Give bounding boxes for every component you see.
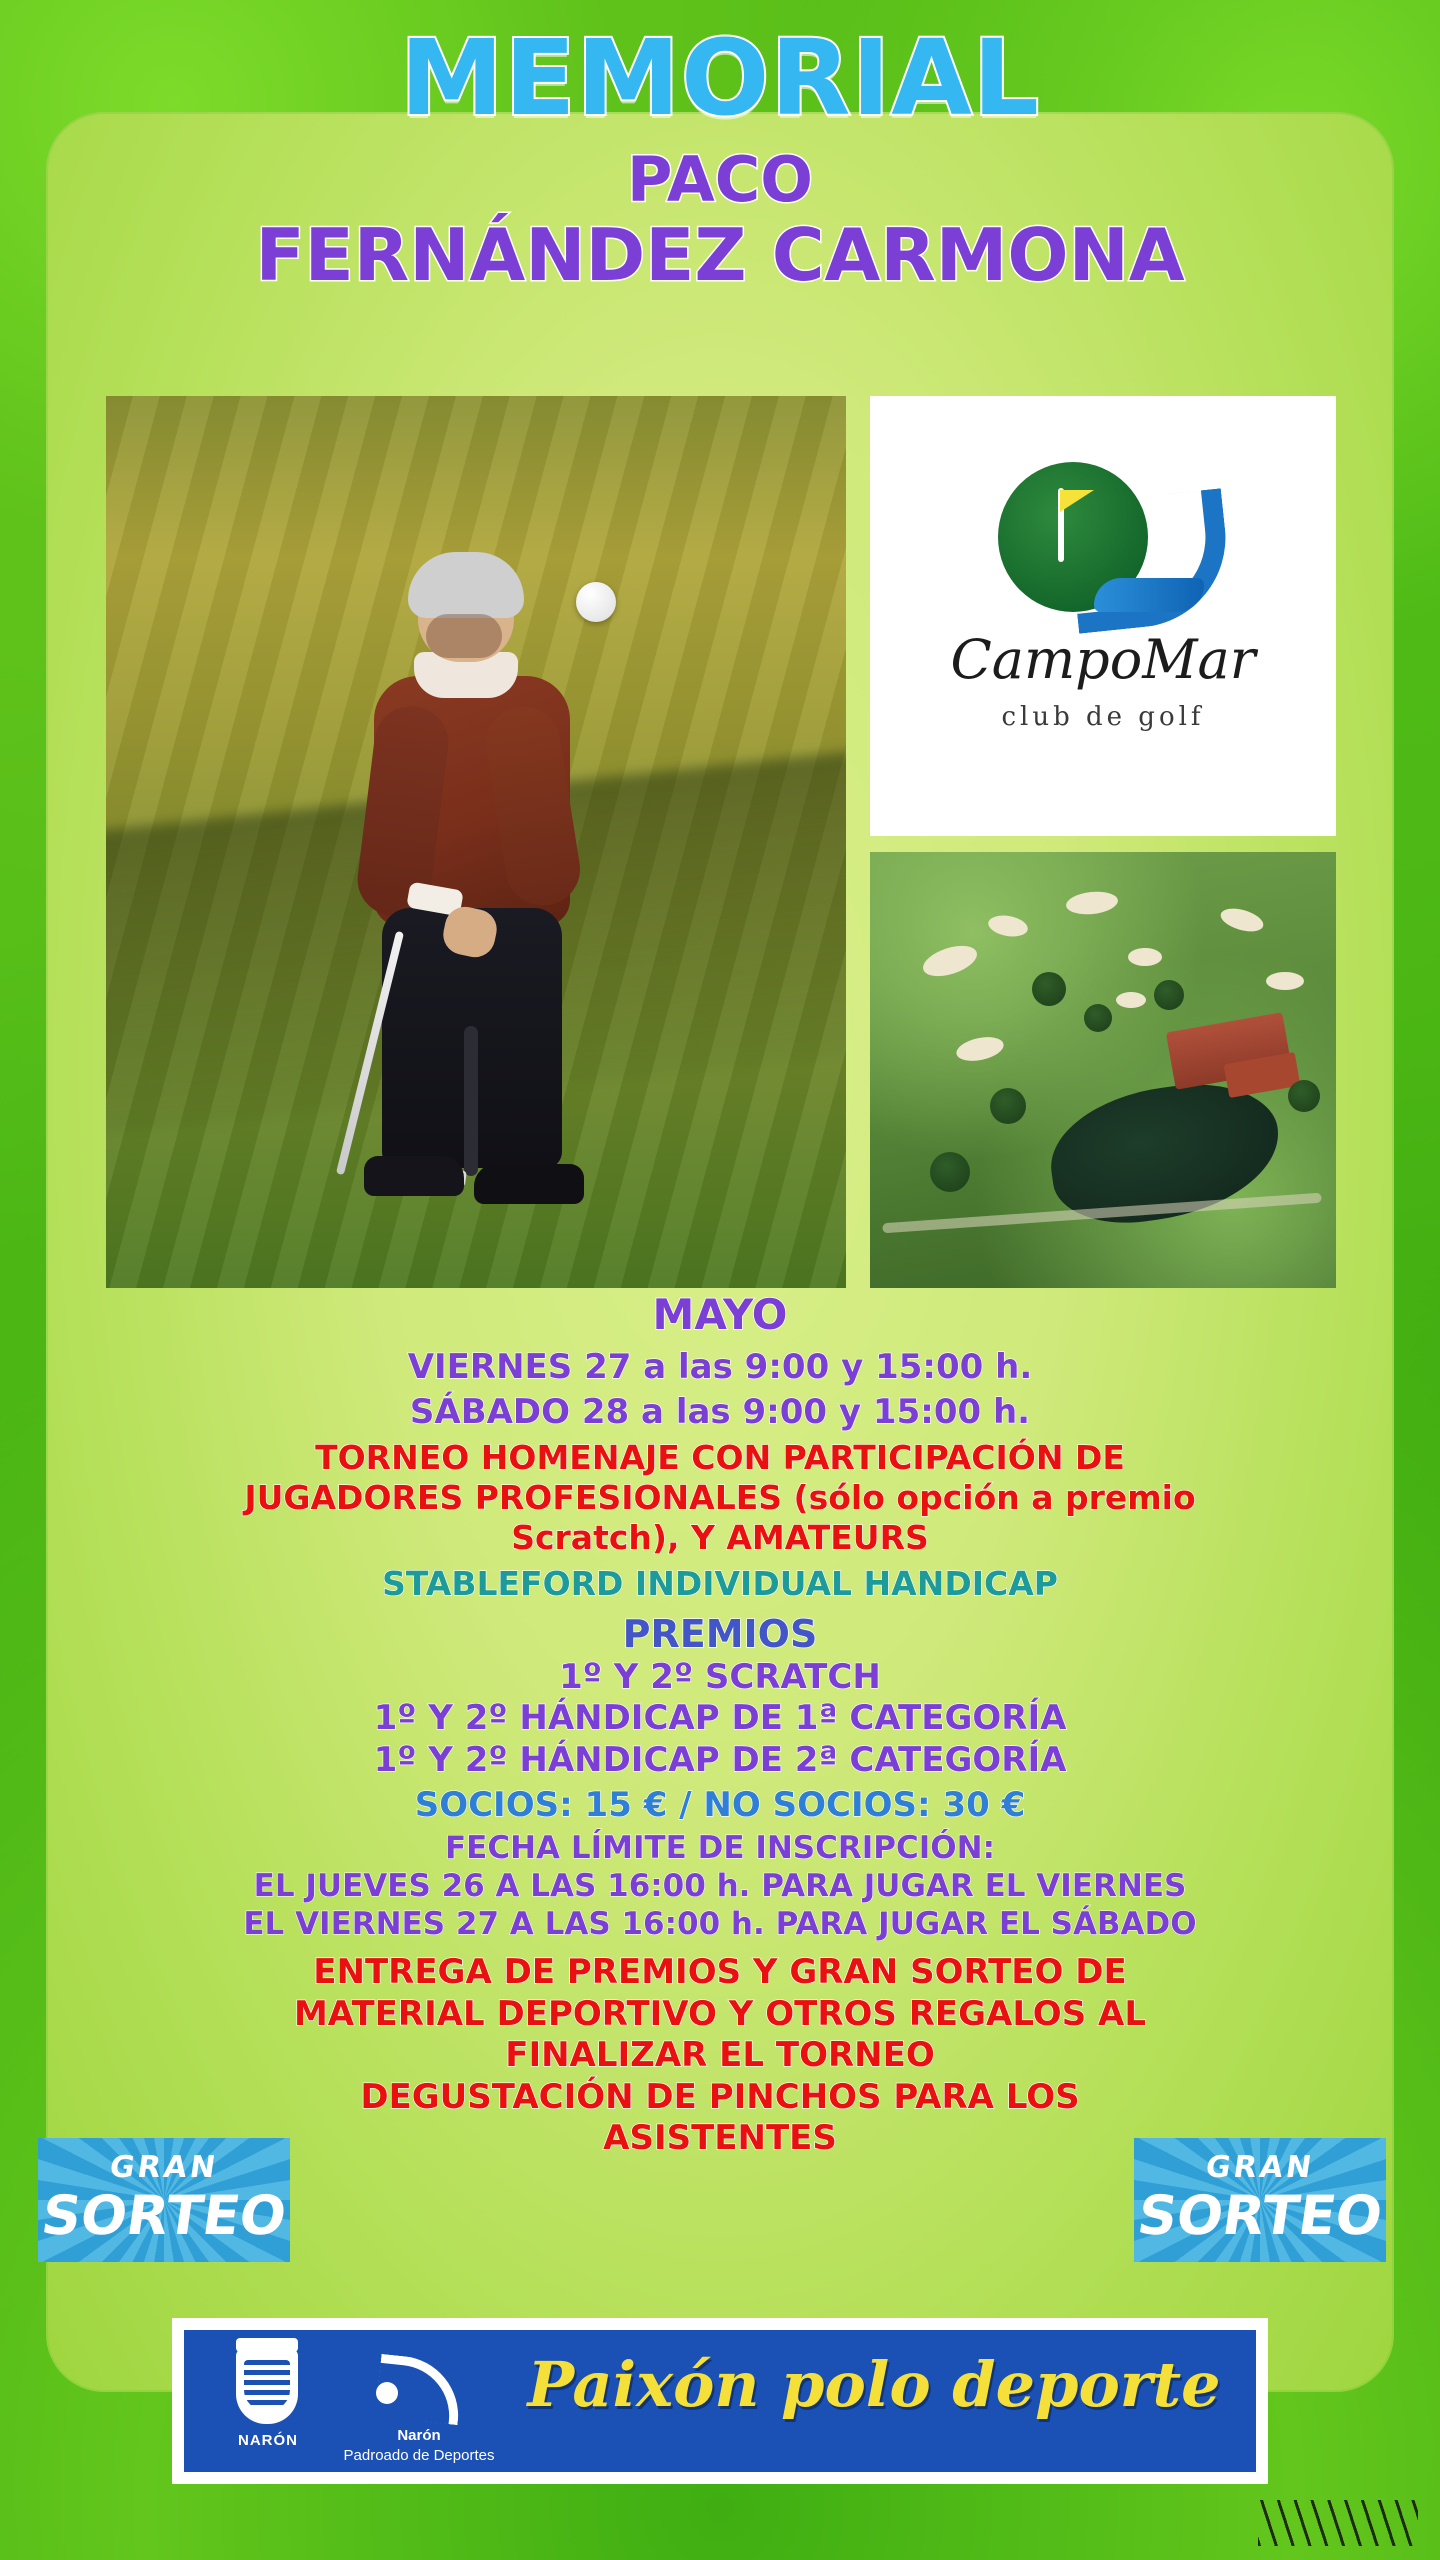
closing-line-4: DEGUSTACIÓN DE PINCHOS PARA LOS xyxy=(360,2076,1080,2117)
sponsor-footer xyxy=(172,2318,1268,2484)
padroado-label-line1: Narón xyxy=(397,2427,441,2444)
golfer-figure xyxy=(356,556,616,1216)
sponsor-footer-inner xyxy=(180,2326,1260,2476)
deadline-saturday: EL VIERNES 27 A LAS 16:00 h. PARA JUGAR EL SÁBADO xyxy=(243,1906,1197,1943)
club-logo xyxy=(870,396,1336,836)
title-subline-surname: FERNÁNDEZ CARMONA xyxy=(255,213,1185,298)
prize-item-cat2: 1º Y 2º HÁNDICAP DE 2ª CATEGORÍA xyxy=(373,1739,1067,1780)
closing-line-2: MATERIAL DEPORTIVO Y OTROS REGALOS AL xyxy=(293,1993,1147,2034)
gran-sorteo-badge-right xyxy=(1134,2138,1386,2262)
tournament-format: STABLEFORD INDIVIDUAL HANDICAP xyxy=(382,1564,1058,1604)
footer-slogan: Paixón polo deporte xyxy=(527,2348,1221,2421)
title-subline-name: PACO xyxy=(627,143,813,217)
golfer-photo xyxy=(106,396,846,1288)
club-logo-subtitle: club de golf xyxy=(1001,702,1205,732)
prize-item-cat1: 1º Y 2º HÁNDICAP DE 1ª CATEGORÍA xyxy=(373,1698,1067,1739)
badge-gran-label-left: GRAN xyxy=(107,2150,221,2185)
event-month: MAYO xyxy=(652,1290,788,1339)
prizes-heading: PREMIOS xyxy=(622,1611,818,1656)
closing-line-1: ENTREGA DE PREMIOS Y GRAN SORTEO DE xyxy=(313,1952,1127,1993)
campomar-mark-icon xyxy=(998,462,1208,622)
club-logo-name: CampoMar xyxy=(950,628,1256,691)
event-date-friday: VIERNES 27 a las 9:00 y 15:00 h. xyxy=(407,1346,1033,1387)
gran-sorteo-badge-left xyxy=(38,2138,290,2262)
page-title: MEMORIAL xyxy=(400,17,1040,139)
event-details xyxy=(0,1290,1440,2160)
padroado-logo-icon xyxy=(372,2352,458,2418)
padroado-label-line2: Padroado de Deportes xyxy=(343,2446,495,2464)
tournament-desc-line-1: TORNEO HOMENAJE CON PARTICIPACIÓN DE xyxy=(315,1437,1125,1477)
badge-sorteo-label-right: SORTEO xyxy=(1134,2184,1386,2247)
poster-title-block xyxy=(0,17,1440,298)
deadline-heading: FECHA LÍMITE DE INSCRIPCIÓN: xyxy=(445,1830,995,1867)
event-date-saturday: SÁBADO 28 a las 9:00 y 15:00 h. xyxy=(409,1392,1031,1433)
closing-line-3: FINALIZAR EL TORNEO xyxy=(505,2035,935,2076)
naron-crest-bars-icon xyxy=(244,2360,290,2410)
tournament-desc-line-2: JUGADORES PROFESIONALES (sólo opción a premio xyxy=(244,1477,1196,1517)
padroado-label xyxy=(326,2426,512,2465)
prize-item-scratch: 1º Y 2º SCRATCH xyxy=(559,1656,881,1697)
tournament-desc-line-3: Scratch), Y AMATEURS xyxy=(511,1518,929,1558)
course-aerial-photo xyxy=(870,852,1336,1288)
deadline-friday: EL JUEVES 26 A LAS 16:00 h. PARA JUGAR EL VIERNES xyxy=(253,1868,1187,1905)
naron-crest-label: NARÓN xyxy=(238,2432,298,2449)
corner-scribble-mark xyxy=(1258,2500,1418,2546)
golf-ball-icon xyxy=(576,582,616,622)
badge-gran-label-right: GRAN xyxy=(1203,2150,1317,2185)
badge-sorteo-label-left: SORTEO xyxy=(38,2184,290,2247)
closing-line-5: ASISTENTES xyxy=(603,2118,837,2159)
entry-fees: SOCIOS: 15 € / NO SOCIOS: 30 € xyxy=(414,1785,1026,1826)
